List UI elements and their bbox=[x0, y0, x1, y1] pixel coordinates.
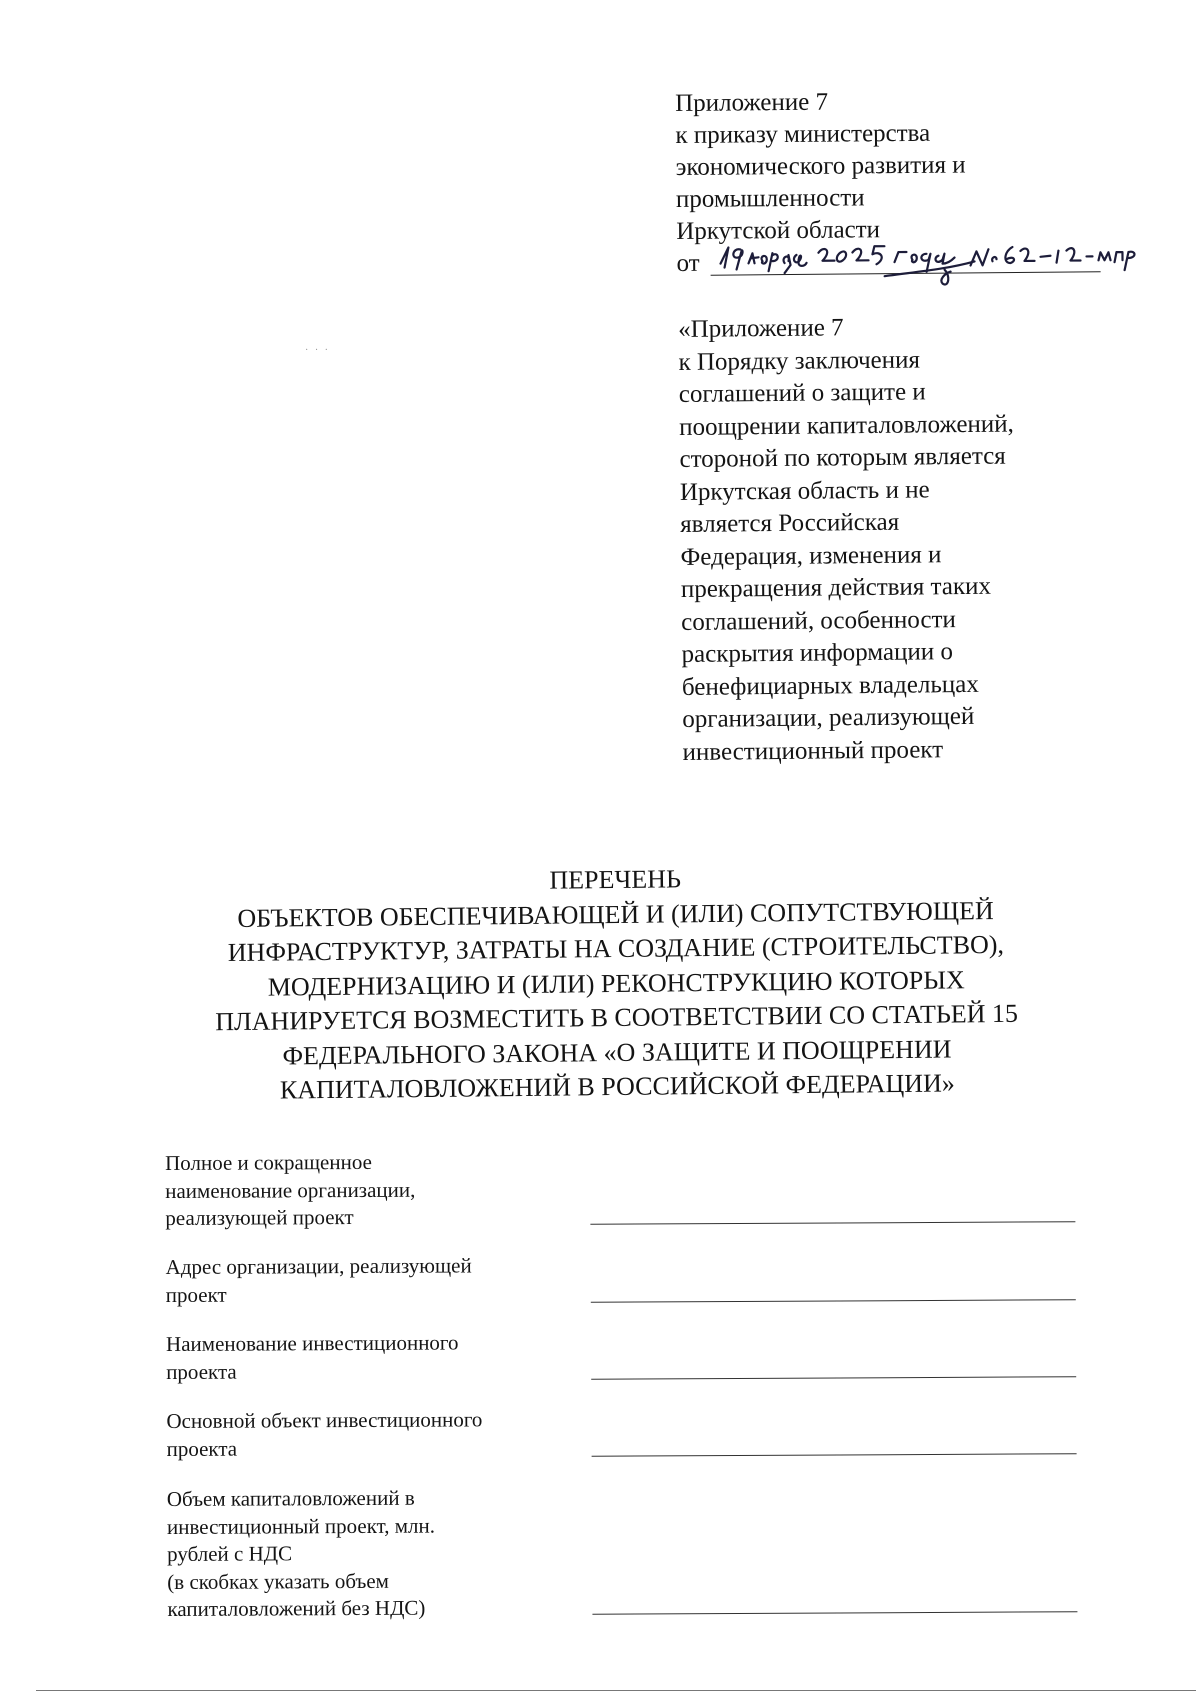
order-reference-line: бенефициарных владельцах bbox=[681, 670, 979, 701]
order-reference-line: «Приложение 7 bbox=[678, 314, 844, 343]
field-label bbox=[167, 1484, 568, 1624]
field-label-line: проекта bbox=[166, 1436, 238, 1461]
handwritten-date-signature bbox=[714, 230, 1140, 298]
order-reference-line: прекращения действия таких bbox=[680, 572, 992, 603]
project-name-blank[interactable] bbox=[591, 1376, 1076, 1380]
title-line: ФЕДЕРАЛЬНОГО ЗАКОНА «О ЗАЩИТЕ И ПООЩРЕНИИ bbox=[282, 1033, 952, 1070]
field-label-line: инвестиционный проект, млн. bbox=[166, 1513, 436, 1539]
annex-header-line: к приказу министерства bbox=[675, 119, 931, 149]
order-reference-line: является Российская bbox=[680, 508, 900, 538]
page-bottom-edge bbox=[36, 1690, 1196, 1691]
project-info-form bbox=[165, 1145, 1085, 1621]
field-label-line: Объем капиталовложений в bbox=[166, 1485, 415, 1511]
field-label-line: Адрес организации, реализующей bbox=[165, 1253, 472, 1279]
handwritten-date-text bbox=[700, 248, 701, 249]
title-line: ПЛАНИРУЕТСЯ ВОЗМЕСТИТЬ В СООТВЕТСТВИИ СО СТАТЬЕЙ 15 bbox=[215, 998, 1019, 1037]
form-field-main-object bbox=[166, 1403, 1086, 1463]
main-object-blank[interactable] bbox=[592, 1453, 1077, 1457]
field-label-line: рублей с НДС bbox=[167, 1541, 293, 1566]
organization-name-blank[interactable] bbox=[590, 1221, 1075, 1225]
field-label-line: (в скобках указать объем bbox=[167, 1568, 389, 1594]
order-reference-line: Иркутская область и не bbox=[679, 475, 930, 506]
order-date-line bbox=[676, 244, 1106, 282]
field-label bbox=[166, 1329, 566, 1386]
order-reference-line: раскрытия информации о bbox=[681, 638, 954, 668]
title-line: ОБЪЕКТОВ ОБЕСПЕЧИВАЮЩЕЙ И (ИЛИ) СОПУТСТВУЮЩЕЙ bbox=[237, 895, 994, 933]
field-label-line: капиталовложений без НДС) bbox=[167, 1595, 426, 1621]
date-prefix: от bbox=[676, 249, 700, 277]
order-reference bbox=[678, 309, 1113, 768]
field-label-line: Полное и сокращенное bbox=[165, 1149, 372, 1175]
annex-header-line: Иркутской области bbox=[676, 216, 881, 245]
form-field-organization-name bbox=[165, 1145, 1085, 1232]
field-label bbox=[165, 1148, 565, 1233]
order-reference-line: соглашений, особенности bbox=[681, 605, 956, 636]
organization-address-blank[interactable] bbox=[591, 1299, 1076, 1303]
investment-volume-blank[interactable] bbox=[592, 1611, 1077, 1615]
annex-header-line: Приложение 7 bbox=[675, 88, 829, 117]
form-field-investment-volume bbox=[167, 1481, 1088, 1623]
field-label bbox=[166, 1252, 566, 1309]
document-title bbox=[160, 858, 1072, 1109]
field-label-line: Наименование инвестиционного bbox=[165, 1330, 459, 1356]
field-label bbox=[166, 1406, 566, 1463]
title-line: ПЕРЕЧЕНЬ bbox=[549, 864, 682, 895]
form-field-project-name bbox=[166, 1326, 1086, 1386]
order-reference-line: к Порядку заключения bbox=[678, 345, 921, 376]
title-line: ИНФРАСТРУКТУР, ЗАТРАТЫ НА СОЗДАНИЕ (СТРОИТЕЛЬСТВО), bbox=[227, 929, 1005, 968]
order-reference-line: Федерация, изменения и bbox=[680, 540, 942, 571]
annex-header-line: промышленности bbox=[675, 184, 865, 213]
field-label-line: реализующей проект bbox=[165, 1205, 354, 1230]
field-label-line: проект bbox=[165, 1282, 227, 1307]
order-reference-line: поощрении капиталовложений, bbox=[679, 409, 1014, 441]
scan-specks: · · · bbox=[305, 345, 330, 356]
order-reference-line: соглашений о защите и bbox=[678, 378, 926, 408]
field-label-line: проекта bbox=[166, 1359, 237, 1384]
annex-header-line: экономического развития и bbox=[675, 151, 966, 181]
field-label-line: наименование организации, bbox=[165, 1177, 416, 1203]
annex-header bbox=[675, 84, 1107, 282]
field-label-line: Основной объект инвестиционного bbox=[166, 1407, 483, 1433]
title-line: МОДЕРНИЗАЦИЮ И (ИЛИ) РЕКОНСТРУКЦИЮ КОТОРЫХ bbox=[267, 964, 965, 1002]
form-field-organization-address bbox=[166, 1249, 1086, 1309]
order-reference-line: организации, реализующей bbox=[682, 702, 975, 733]
order-reference-line: стороной по которым является bbox=[679, 442, 1006, 473]
order-reference-line: инвестиционный проект bbox=[682, 735, 944, 766]
title-line: КАПИТАЛОВЛОЖЕНИЙ В РОССИЙСКОЙ ФЕДЕРАЦИИ» bbox=[279, 1068, 955, 1105]
